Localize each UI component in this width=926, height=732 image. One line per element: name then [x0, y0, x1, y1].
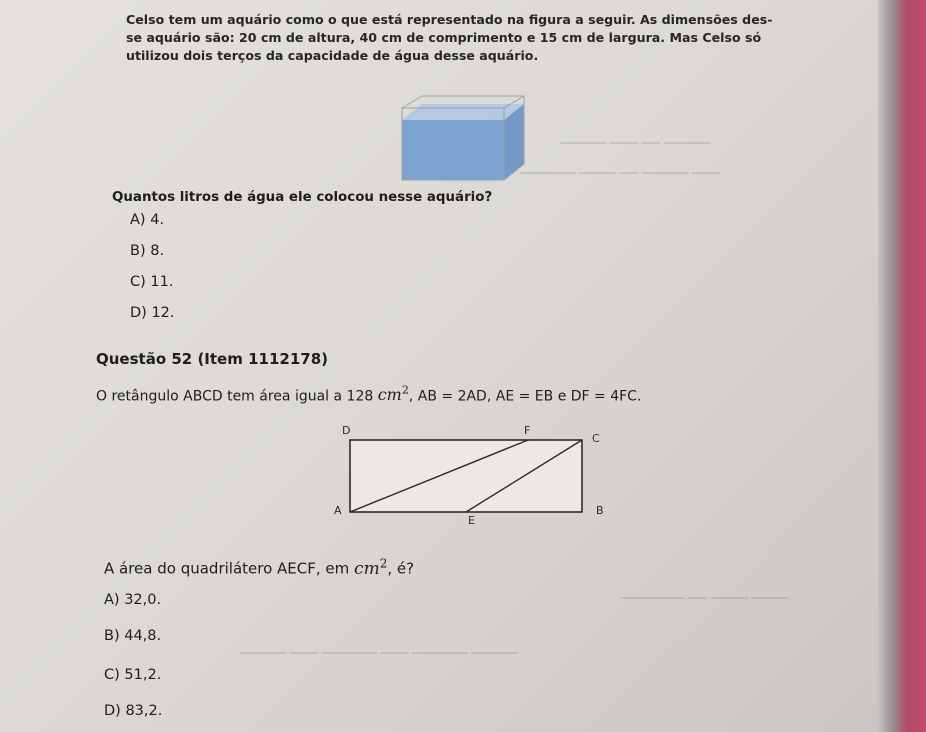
- rectangle-figure: [330, 422, 630, 526]
- option-b[interactable]: [130, 243, 164, 259]
- option-text: 44,8.: [124, 628, 162, 644]
- option-text: 32,0.: [124, 592, 162, 608]
- aquarium-figure: [398, 94, 528, 184]
- option-letter: D): [130, 305, 147, 321]
- show-through-text: ▁▁▁▁▁ ▁▁▁ ▁▁ ▁▁▁▁▁: [560, 130, 710, 144]
- option-letter: A): [104, 592, 120, 608]
- question2-statement: [96, 384, 641, 404]
- option-text: 11.: [150, 274, 174, 290]
- option-b[interactable]: [104, 628, 161, 644]
- question-title: Questão 52 (Item 1112178): [96, 350, 328, 368]
- unit-text: cm: [377, 385, 402, 405]
- intro-line: Celso tem um aquário como o que está representado na figura a seguir. As dimensões des-: [126, 12, 773, 27]
- label-b: B: [596, 504, 604, 517]
- question1-intro: [126, 11, 772, 65]
- option-letter: A): [130, 212, 146, 228]
- option-text: 8.: [150, 243, 165, 259]
- option-letter: D): [104, 703, 121, 719]
- show-through-text: ▁▁▁▁▁ ▁▁▁ ▁▁▁▁▁▁ ▁▁▁ ▁▁▁▁▁▁ ▁▁▁▁▁: [240, 640, 518, 654]
- aquarium-water-front: [402, 120, 504, 180]
- unit-exponent: 2: [379, 556, 388, 570]
- label-c: C: [592, 432, 600, 445]
- option-letter: C): [130, 274, 146, 290]
- prompt-unit: [354, 556, 388, 579]
- option-text: 4.: [150, 212, 165, 228]
- label-a: A: [334, 504, 342, 517]
- label-e: E: [468, 514, 475, 526]
- question1-prompt: Quantos litros de água ele colocou nesse aquário?: [112, 190, 493, 205]
- unit-exponent: 2: [401, 384, 409, 397]
- prompt-suffix: , é?: [387, 559, 415, 578]
- label-f: F: [524, 424, 531, 437]
- option-text: 12.: [151, 305, 175, 321]
- rectangle-abcd: [350, 440, 582, 512]
- show-through-text: ▁▁▁▁▁▁▁ ▁▁ ▁▁▁▁ ▁▁▁▁: [620, 585, 789, 599]
- option-a[interactable]: [130, 212, 164, 228]
- page-edge-background: [878, 0, 926, 732]
- question2-prompt: [104, 556, 414, 579]
- option-c[interactable]: [130, 274, 173, 290]
- option-d[interactable]: [130, 305, 175, 321]
- statement-unit: [378, 385, 409, 404]
- label-d: D: [342, 424, 351, 437]
- unit-text: cm: [354, 558, 380, 579]
- option-c[interactable]: [104, 667, 161, 683]
- option-letter: B): [104, 628, 120, 644]
- statement-suffix: , AB = 2AD, AE = EB e DF = 4FC.: [408, 388, 642, 405]
- statement-prefix: O retângulo ABCD tem área igual a 128: [96, 388, 374, 405]
- intro-line: utilizou dois terços da capacidade de água desse aquário.: [126, 48, 539, 63]
- show-through-text: ▁▁▁▁▁▁ ▁▁▁▁ ▁▁ ▁▁▁▁▁ ▁▁▁: [520, 160, 720, 174]
- option-text: 83,2.: [125, 703, 163, 719]
- intro-line: se aquário são: 20 cm de altura, 40 cm de comprimento e 15 cm de largura. Mas Celso só: [126, 30, 762, 45]
- option-text: 51,2.: [124, 667, 162, 683]
- prompt-prefix: A área do quadrilátero AECF, em: [104, 559, 350, 578]
- option-letter: C): [104, 667, 120, 683]
- option-letter: B): [130, 243, 146, 259]
- option-d[interactable]: [104, 703, 162, 719]
- option-a[interactable]: [104, 592, 161, 608]
